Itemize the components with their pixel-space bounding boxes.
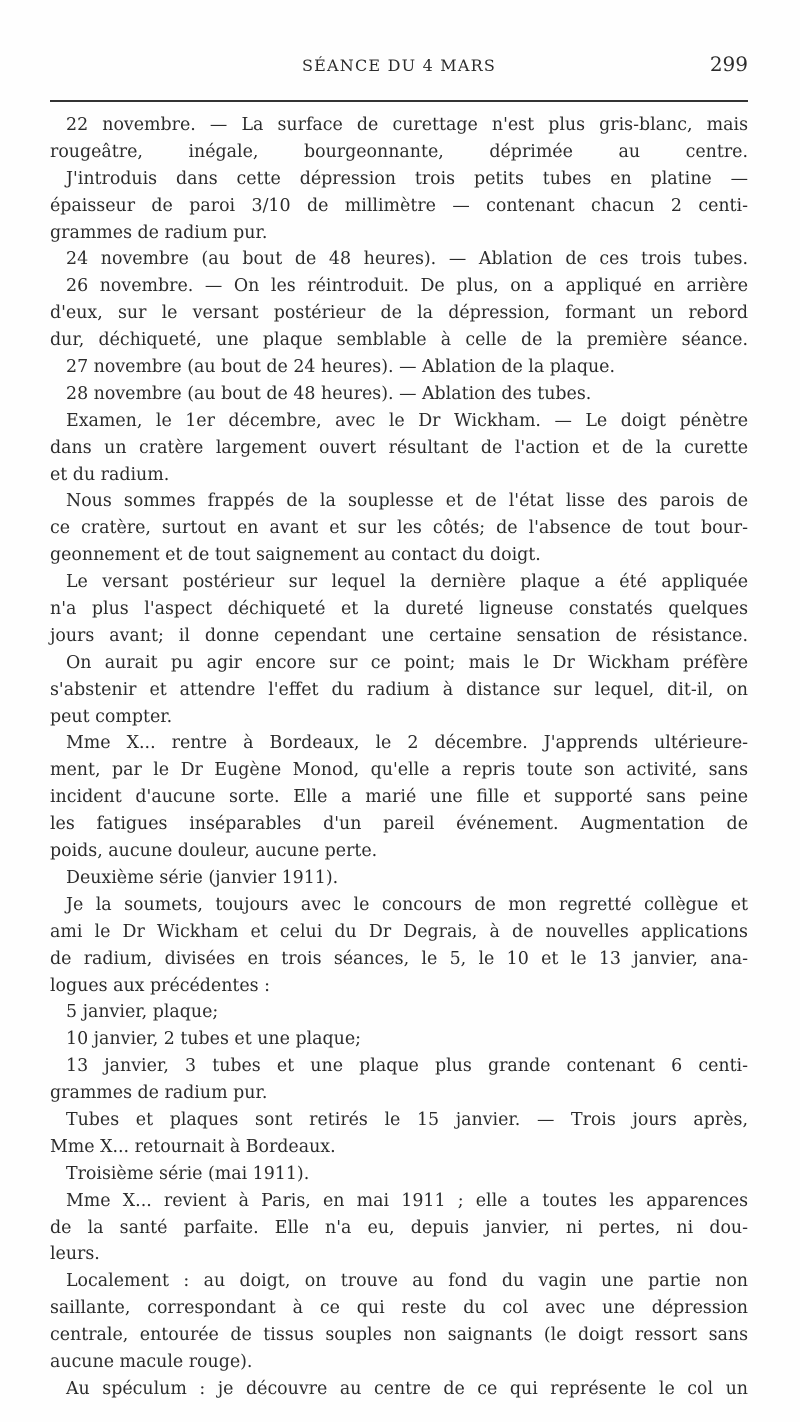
- text-line: dur, déchiqueté, une plaque semblable à celle de la première séance.: [50, 330, 748, 351]
- text-line: 13 janvier, 3 tubes et une plaque plus grande contenant 6 centi-: [66, 1056, 748, 1077]
- text-line: peut compter.: [50, 706, 173, 727]
- text-line: n'a plus l'aspect déchiqueté et la dureté ligneuse constatés quelques: [50, 599, 748, 620]
- text-line: Troisième série (mai 1911).: [66, 1163, 310, 1184]
- text-line: s'abstenir et attendre l'effet du radium à distance sur lequel, dit-il, on: [50, 679, 748, 700]
- text-line: centrale, entourée de tissus souples non saignants (le doigt ressort sans: [50, 1325, 748, 1346]
- text-line: incident d'aucune sorte. Elle a marié une fille et supporté sans peine: [50, 787, 748, 808]
- text-line: d'eux, sur le versant postérieur de la dépression, formant un rebord: [50, 303, 748, 324]
- text-line: Au spéculum : je découvre au centre de ce qui représente le col un: [66, 1378, 748, 1399]
- text-line: aucune macule rouge).: [50, 1351, 253, 1372]
- text-line: 28 novembre (au bout de 48 heures). — Ablation des tubes.: [66, 383, 592, 404]
- text-line: Mme X... revient à Paris, en mai 1911 ; elle a toutes les apparences: [66, 1190, 748, 1211]
- header-rule: [50, 100, 748, 102]
- page-number: 299: [709, 52, 748, 76]
- text-line: Mme X... retournait à Bordeaux.: [50, 1136, 336, 1157]
- text-line: et du radium.: [50, 464, 170, 485]
- text-line: Nous sommes frappés de la souplesse et de l'état lisse des parois de: [66, 491, 748, 512]
- text-line: Deuxième série (janvier 1911).: [66, 867, 339, 888]
- text-line: ami le Dr Wickham et celui du Dr Degrais, à de nouvelles applications: [50, 921, 748, 942]
- text-line: de la santé parfaite. Elle n'a eu, depuis janvier, ni pertes, ni dou-: [50, 1217, 748, 1238]
- text-line: logues aux précédentes :: [50, 975, 270, 996]
- text-line: Je la soumets, toujours avec le concours de mon regretté collègue et: [66, 894, 748, 915]
- text-line: poids, aucune douleur, aucune perte.: [50, 841, 378, 862]
- text-line: grammes de radium pur.: [50, 222, 268, 243]
- text-line: de radium, divisées en trois séances, le 5, le 10 et le 13 janvier, ana-: [50, 948, 748, 969]
- text-line: jours avant; il donne cependant une certaine sensation de résistance.: [50, 625, 748, 646]
- text-line: saillante, correspondant à ce qui reste du col avec une dépression: [50, 1298, 748, 1319]
- body-text: [50, 112, 748, 1403]
- text-line: 24 novembre (au bout de 48 heures). — Ablation de ces trois tubes.: [66, 249, 748, 270]
- text-line: geonnement et de tout saignement au contact du doigt.: [50, 545, 541, 566]
- text-line: dans un cratère largement ouvert résultant de l'action et de la curette: [50, 437, 748, 458]
- text-line: 5 janvier, plaque;: [66, 1002, 219, 1023]
- text-line: Le versant postérieur sur lequel la dernière plaque a été appliquée: [66, 572, 748, 593]
- text-line: 27 novembre (au bout de 24 heures). — Ablation de la plaque.: [66, 357, 615, 378]
- text-line: les fatigues inséparables d'un pareil événement. Augmentation de: [50, 814, 748, 835]
- text-line: On aurait pu agir encore sur ce point; mais le Dr Wickham préfère: [66, 652, 748, 673]
- page-header: [50, 52, 748, 88]
- text-line: Tubes et plaques sont retirés le 15 janvier. — Trois jours après,: [66, 1109, 748, 1130]
- text-line: J'introduis dans cette dépression trois petits tubes en platine —: [66, 168, 748, 189]
- text-line: leurs.: [50, 1244, 100, 1265]
- text-line: 22 novembre. — La surface de curettage n'est plus gris-blanc, mais: [66, 115, 748, 135]
- text-line: rougeâtre, inégale, bourgeonnante, déprimée au centre.: [50, 141, 748, 162]
- text-line: Mme X... rentre à Bordeaux, le 2 décembre. J'apprends ultérieure-: [66, 733, 748, 754]
- text-line: 10 janvier, 2 tubes et une plaque;: [66, 1029, 361, 1050]
- text-line: ment, par le Dr Eugène Monod, qu'elle a repris toute son activité, sans: [50, 760, 748, 781]
- text-line: épaisseur de paroi 3/10 de millimètre — contenant chacun 2 centi-: [50, 195, 748, 216]
- text-line: 26 novembre. — On les réintroduit. De plus, on a appliqué en arrière: [66, 276, 748, 297]
- text-line: Localement : au doigt, on trouve au fond du vagin une partie non: [66, 1271, 748, 1292]
- running-head: SÉANCE DU 4 MARS: [301, 56, 496, 75]
- text-line: Examen, le 1er décembre, avec le Dr Wickham. — Le doigt pénètre: [66, 410, 748, 431]
- text-line: ce cratère, surtout en avant et sur les côtés; de l'absence de tout bour-: [50, 518, 748, 539]
- text-line: grammes de radium pur.: [50, 1083, 268, 1104]
